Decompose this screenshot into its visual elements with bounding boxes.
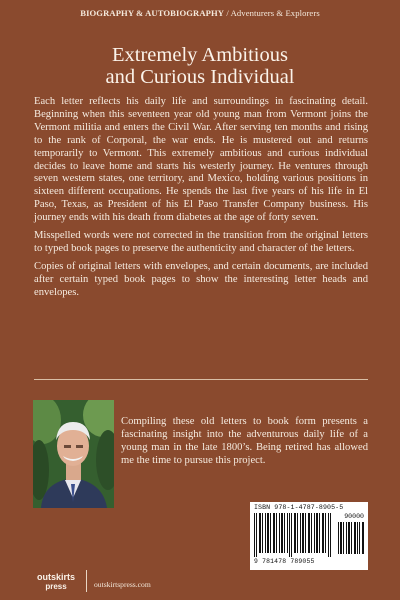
book-title	[0, 44, 400, 88]
price-code: 90000	[344, 513, 364, 520]
isbn-label: ISBN 978-1-4787-8905-5	[254, 504, 344, 511]
category-main: BIOGRAPHY & AUTOBIOGRAPHY	[80, 8, 225, 18]
barcode-bars	[254, 513, 332, 557]
logo-top-text: outskirts	[36, 572, 75, 582]
description	[34, 96, 368, 305]
category-line	[0, 8, 400, 18]
title-line-2: and Curious Individual	[105, 66, 295, 88]
logo-bottom-text: press	[45, 582, 67, 591]
price-barcode-bars	[338, 522, 364, 554]
barcode-digits: 9 781478 789055	[254, 558, 315, 565]
publisher-logo	[34, 573, 78, 591]
logo-divider	[86, 570, 87, 592]
description-paragraph-3: Copies of original letters with envelopes, and certain documents, are included after certain typed book pages to show the interesting letter heads and envelopes.	[34, 260, 368, 298]
divider-rule	[34, 379, 368, 380]
author-bio: Compiling these old letters to book form presents a fascinating insight into the adventurous daily life of a young man in the late 1800’s. Being retired has allowed me the time to pursue this project.	[121, 416, 368, 466]
description-paragraph-2: Misspelled words were not corrected in the transition from the original letters to typed book pages to preserve the authenticity and character of the letters.	[34, 230, 368, 254]
author-photo	[33, 400, 114, 508]
description-paragraph-1: Each letter reflects his daily life and surroundings in fascinating detail. Beginning when this seventeen year old young man from Vermont joins the Vermont militia and enters the Civil War. After serving ten months and rising to the rank of Corporal, the war ends. He is mustered out and returns temporarily to Vermont. This extremely ambitious and curious individual decides to leave home and starts his westerly journey. He ventures through seven western states, one territory, and Mexico, holding various positions in sixteen different occupations. He spends the last five years of his life in El Paso, Texas, as President of his El Paso Transfer Company business. His journey ends with his death from diabetes at the age of forty seven.	[34, 96, 368, 224]
category-sub: / Adventurers & Explorers	[224, 8, 320, 18]
publisher-website: outskirtspress.com	[94, 580, 151, 589]
isbn-barcode	[250, 502, 368, 570]
title-line-1: Extremely Ambitious	[112, 44, 288, 66]
